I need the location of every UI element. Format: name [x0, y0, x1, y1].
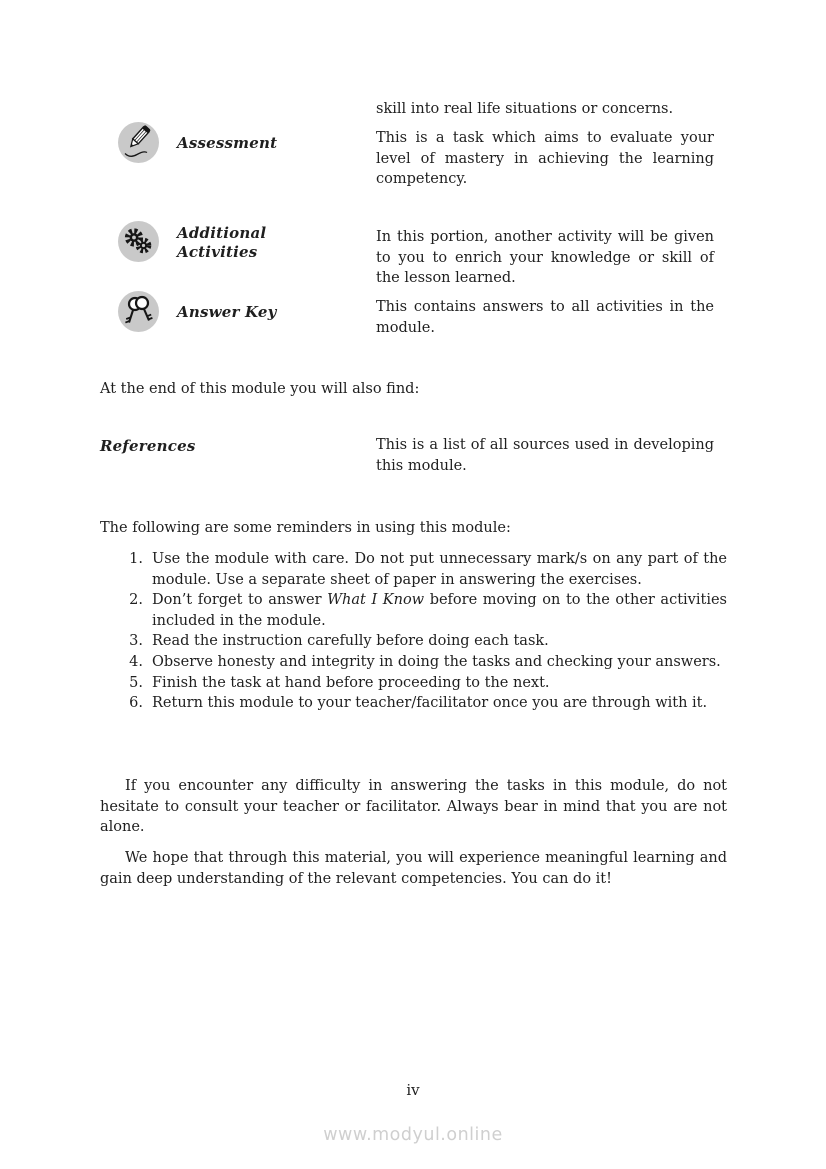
reminder-list: [125, 549, 727, 714]
item-text: Use the module with care. Do not put unnecessary mark/s on any part of the module. Use a separate sheet of paper in answering the exercises.: [152, 551, 727, 588]
list-item: [125, 673, 727, 694]
item-text-italic: What I Know: [327, 592, 425, 609]
item-text: Return this module to your teacher/facilitator once you are through with it.: [152, 695, 708, 712]
item-number: 5.: [129, 674, 143, 691]
watermark: www.modyul.online: [323, 1125, 503, 1145]
item-text-before: Don’t forget to answer: [152, 592, 328, 609]
gears-icon: [118, 221, 159, 262]
item-number: 3.: [129, 633, 143, 650]
answer-key-icon-circle: [118, 291, 159, 332]
item-text: Read the instruction carefully before doing each task.: [152, 633, 549, 650]
item-text-after: before moving on to the other activities included in the module.: [152, 592, 727, 629]
references-description: This is a list of all sources used in developing this module.: [376, 437, 714, 474]
additional-activities-icon-circle: [118, 221, 159, 262]
item-number: 1.: [129, 551, 143, 567]
list-item: [125, 693, 727, 714]
list-item: [125, 549, 727, 590]
assessment-description: This is a task which aims to evaluate your level of mastery in achieving the learning competency.: [376, 130, 714, 188]
item-text: Observe honesty and integrity in doing the tasks and checking your answers.: [152, 653, 721, 670]
assessment-label: Assessment: [177, 134, 278, 152]
closing-paragraph-1: If you encounter any difficulty in answering the tasks in this module, do not hesitate to consult your teacher or facilitator. Always bear in mind that you are not alone.: [100, 778, 727, 836]
continuation-line: skill into real life situations or concerns.: [376, 101, 674, 117]
answer-key-label: Answer Key: [177, 303, 277, 321]
list-item: [125, 652, 727, 673]
reminders-intro: The following are some reminders in using this module:: [100, 520, 511, 536]
crossed-keys-icon: [118, 291, 159, 332]
additional-activities-description: In this portion, another activity will be given to you to enrich your knowledge or skill of the lesson learned.: [376, 229, 714, 287]
item-number: 6.: [129, 695, 143, 712]
list-item: [125, 590, 727, 631]
assessment-icon-circle: [118, 122, 159, 163]
item-number: 2.: [129, 592, 143, 609]
closing-paragraph-2: We hope that through this material, you will experience meaningful learning and gain deep understanding of the relevant competencies. You can do it!: [100, 850, 727, 887]
end-note: At the end of this module you will also find:: [100, 381, 420, 397]
answer-key-description: This contains answers to all activities in the module.: [376, 299, 714, 336]
page-number: iv: [406, 1081, 420, 1099]
references-label: References: [100, 437, 196, 455]
item-text: Finish the task at hand before proceeding to the next.: [152, 674, 550, 691]
list-item: [125, 631, 727, 652]
additional-activities-label: Additional Activities: [177, 224, 267, 261]
pencil-icon: [118, 122, 159, 163]
item-number: 4.: [129, 653, 143, 670]
